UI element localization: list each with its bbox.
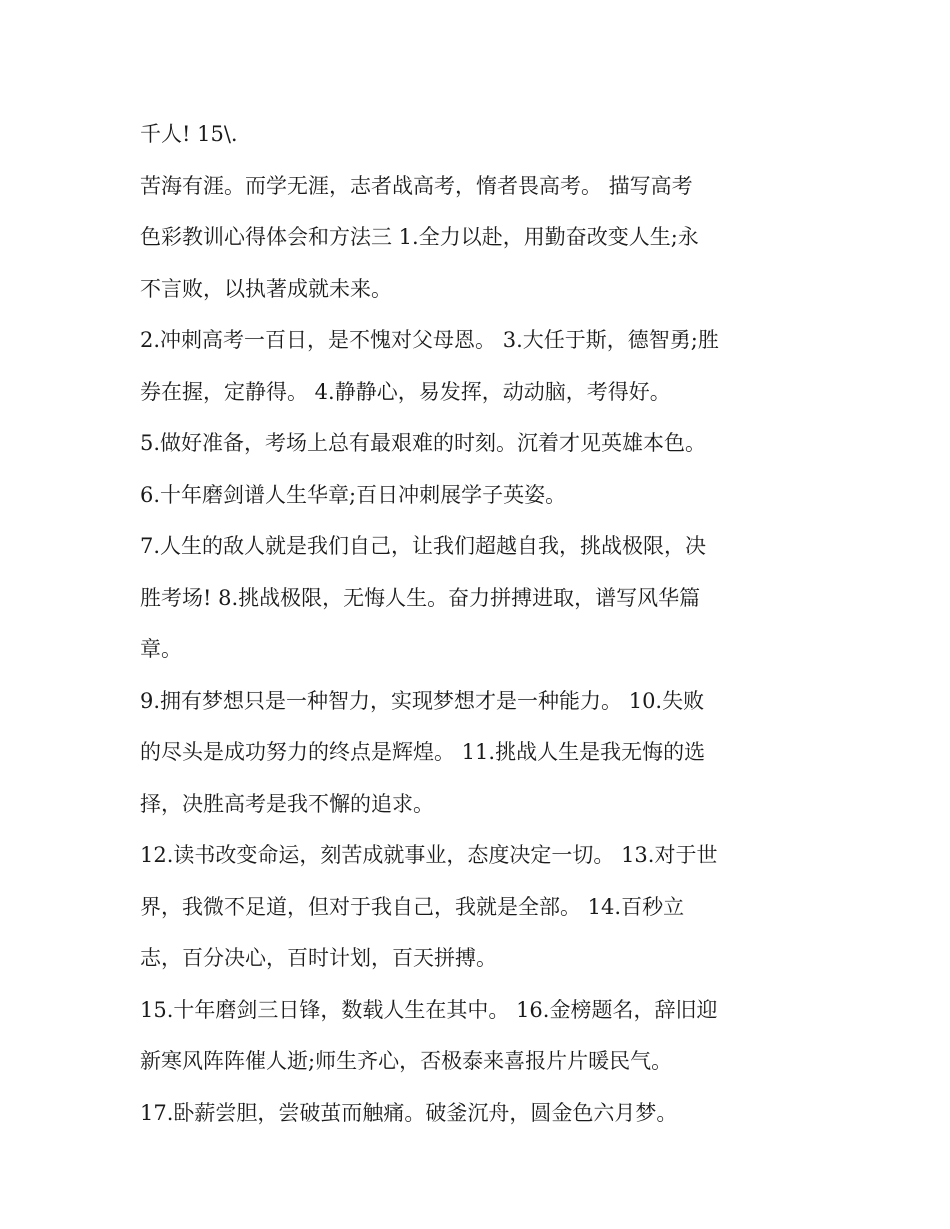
text-line: 千人! 15\. [140, 122, 238, 146]
text-line: 不言败，以执著成就未来。 [140, 276, 392, 301]
text-line: 界，我微不足道，但对于我自己，我就是全部。 14.百秒立 [140, 894, 685, 919]
text-line: 新寒风阵阵催人逝;师生齐心，否极泰来喜报片片暖民气。 [140, 1049, 673, 1073]
text-line: 9.拥有梦想只是一种智力，实现梦想才是一种能力。 10.失败 [140, 688, 705, 713]
text-line: 胜考场! 8.挑战极限，无悔人生。奋力拼搏进取，谱写风华篇 [140, 585, 701, 610]
text-line: 5.做好准备，考场上总有最艰难的时刻。沉着才见英雄本色。 [140, 431, 707, 455]
text-line: 15.十年磨剑三日锋，数载人生在其中。 16.金榜题名，辞旧迎 [140, 997, 718, 1022]
text-line: 12.读书改变命运，刻苦成就事业，态度决定一切。 13.对于世 [140, 843, 718, 867]
text-line: 券在握，定静得。 4.静静心，易发挥，动动脑，考得好。 [140, 379, 671, 404]
text-line: 17.卧薪尝胆，尝破茧而触痛。破釜沉舟，圆金色六月梦。 [140, 1100, 678, 1125]
text-line: 7.人生的敌人就是我们自己，让我们超越自我，挑战极限，决 [140, 534, 707, 558]
text-line: 苦海有涯。而学无涯，志者战高考，惰者畏高考。 描写高考 [140, 173, 693, 198]
text-line: 色彩教训心得体会和方法三 1.全力以赴，用勤奋改变人生;永 [140, 225, 699, 249]
document-body [140, 109, 820, 1139]
text-line: 志，百分决心，百时计划，百天拼搏。 [140, 946, 497, 970]
text-line: 6.十年磨剑谱人生华章;百日冲刺展学子英姿。 [140, 482, 567, 507]
text-line: 章。 [140, 637, 182, 661]
text-line: 的尽头是成功努力的终点是辉煌。 11.挑战人生是我无悔的选 [140, 740, 706, 764]
text-line: 择，决胜高考是我不懈的追求。 [140, 791, 434, 816]
text-line: 2.冲刺高考一百日，是不愧对父母恩。 3.大任于斯，德智勇;胜 [140, 328, 719, 352]
